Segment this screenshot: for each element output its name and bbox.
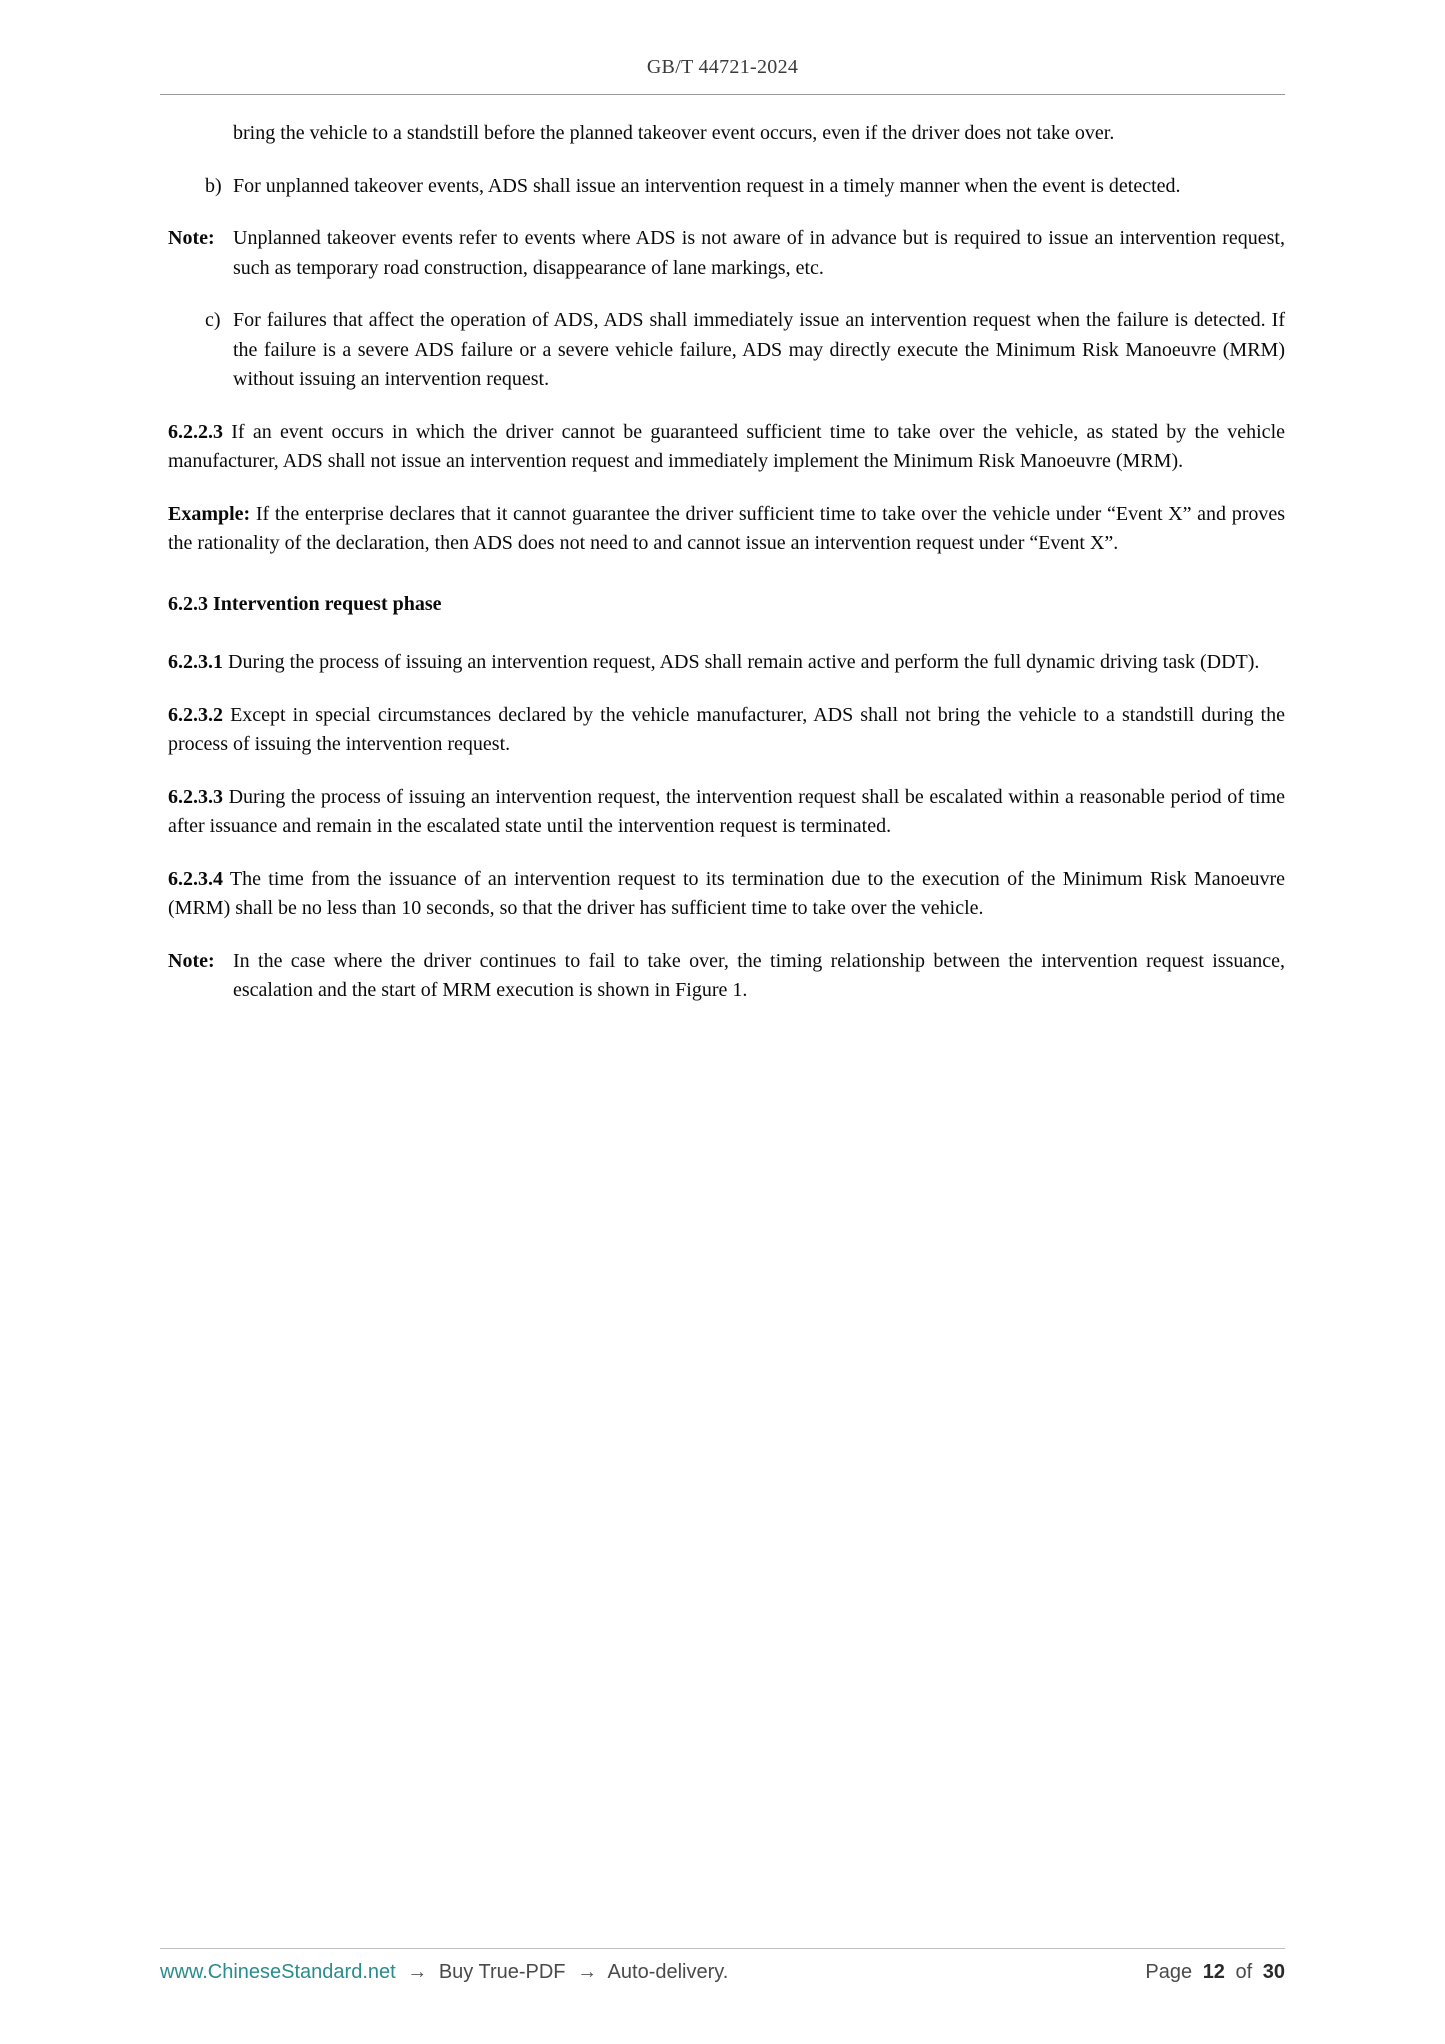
clause-6-2-3-1 bbox=[168, 648, 1285, 678]
of-label: of bbox=[1235, 1961, 1253, 1983]
paragraph-continuation: bring the vehicle to a standstill before the planned takeover event occurs, even if the driver does not take over. bbox=[233, 122, 1115, 144]
clause-6-2-3-2 bbox=[168, 701, 1285, 760]
clause-6-2-3-3 bbox=[168, 783, 1285, 842]
clause-number: 6.2.3.4 bbox=[168, 867, 223, 890]
list-item-label: b) bbox=[205, 174, 222, 197]
document-body bbox=[168, 119, 1285, 1029]
note-block-1 bbox=[168, 224, 1285, 283]
example-block bbox=[168, 500, 1285, 559]
clause-text: Except in special circumstances declared by the vehicle manufacturer, ADS shall not bring the vehicle to a standstill during the process of issuing the intervention request. bbox=[168, 703, 1285, 755]
header-divider bbox=[160, 94, 1285, 95]
clause-6-2-2-3 bbox=[168, 418, 1285, 477]
list-item-label: c) bbox=[205, 309, 221, 331]
clause-text: During the process of issuing an intervention request, ADS shall remain active and perform the full dynamic driving task (DDT). bbox=[228, 651, 1260, 673]
page-current: 12 bbox=[1202, 1961, 1225, 1983]
list-item-c bbox=[168, 306, 1285, 395]
section-heading-6-2-3: 6.2.3 Intervention request phase bbox=[168, 592, 442, 615]
arrow-icon: → bbox=[407, 1961, 428, 1983]
list-item-text: For failures that affect the operation of ADS, ADS shall immediately issue an intervention request when the failure is detected. If the failure is a severe ADS failure or a severe vehicle failure, ADS may directly execute the Minimum Risk Manoeuvre (MRM) without issuing an intervention request. bbox=[233, 309, 1285, 390]
footer-left bbox=[160, 1961, 734, 1984]
note-label: Note: bbox=[168, 949, 215, 972]
clause-number: 6.2.3.1 bbox=[168, 651, 223, 673]
page-header-title: GB/T 44721-2024 bbox=[646, 56, 799, 78]
footer-divider bbox=[160, 1948, 1285, 1949]
clause-number: 6.2.3.3 bbox=[168, 785, 223, 808]
example-label: Example: bbox=[168, 502, 251, 525]
list-item-text: For unplanned takeover events, ADS shall issue an intervention request in a timely manner when the event is detected. bbox=[233, 174, 1181, 197]
clause-text: If an event occurs in which the driver cannot be guaranteed sufficient time to take over the vehicle, as stated by the vehicle manufacturer, ADS shall not issue an intervention request and immediately implement the Minimum Risk Manoeuvre (MRM). bbox=[168, 420, 1285, 472]
list-item-b bbox=[168, 172, 1285, 202]
footer-delivery-text: Auto-delivery. bbox=[607, 1961, 729, 1983]
page-indicator bbox=[1140, 1961, 1285, 1984]
footer-site-link[interactable]: www.ChineseStandard.net bbox=[160, 1961, 396, 1983]
note-block-2 bbox=[168, 947, 1285, 1006]
clause-text: The time from the issuance of an intervention request to its termination due to the execution of the Minimum Risk Manoeuvre (MRM) shall be no less than 10 seconds, so that the driver has sufficient time to take over the vehicle. bbox=[168, 867, 1285, 919]
clause-number: 6.2.3.2 bbox=[168, 703, 223, 726]
clause-number: 6.2.2.3 bbox=[168, 420, 223, 443]
note-label: Note: bbox=[168, 227, 215, 249]
example-text: If the enterprise declares that it cannot guarantee the driver sufficient time to take over the vehicle under “Event X” and proves the rationality of the declaration, then ADS does not need to and cannot issue an intervention request under “Event X”. bbox=[168, 502, 1286, 554]
note-text: In the case where the driver continues to fail to take over, the timing relationship between the intervention request issuance, escalation and the start of MRM execution is shown in Figure 1. bbox=[233, 949, 1285, 1001]
page-footer bbox=[160, 1961, 1285, 1984]
arrow-icon: → bbox=[577, 1961, 598, 1983]
footer-buy-text: Buy True-PDF bbox=[438, 1961, 566, 1983]
page-label: Page bbox=[1145, 1961, 1193, 1983]
note-text: Unplanned takeover events refer to events where ADS is not aware of in advance but is required to issue an intervention request, such as temporary road construction, disappearance of lane markings, etc. bbox=[233, 227, 1285, 279]
clause-6-2-3-4 bbox=[168, 865, 1285, 924]
page-total: 30 bbox=[1262, 1961, 1285, 1983]
clause-text: During the process of issuing an intervention request, the intervention request shall be escalated within a reasonable period of time after issuance and remain in the escalated state until the intervention request is terminated. bbox=[168, 785, 1286, 837]
